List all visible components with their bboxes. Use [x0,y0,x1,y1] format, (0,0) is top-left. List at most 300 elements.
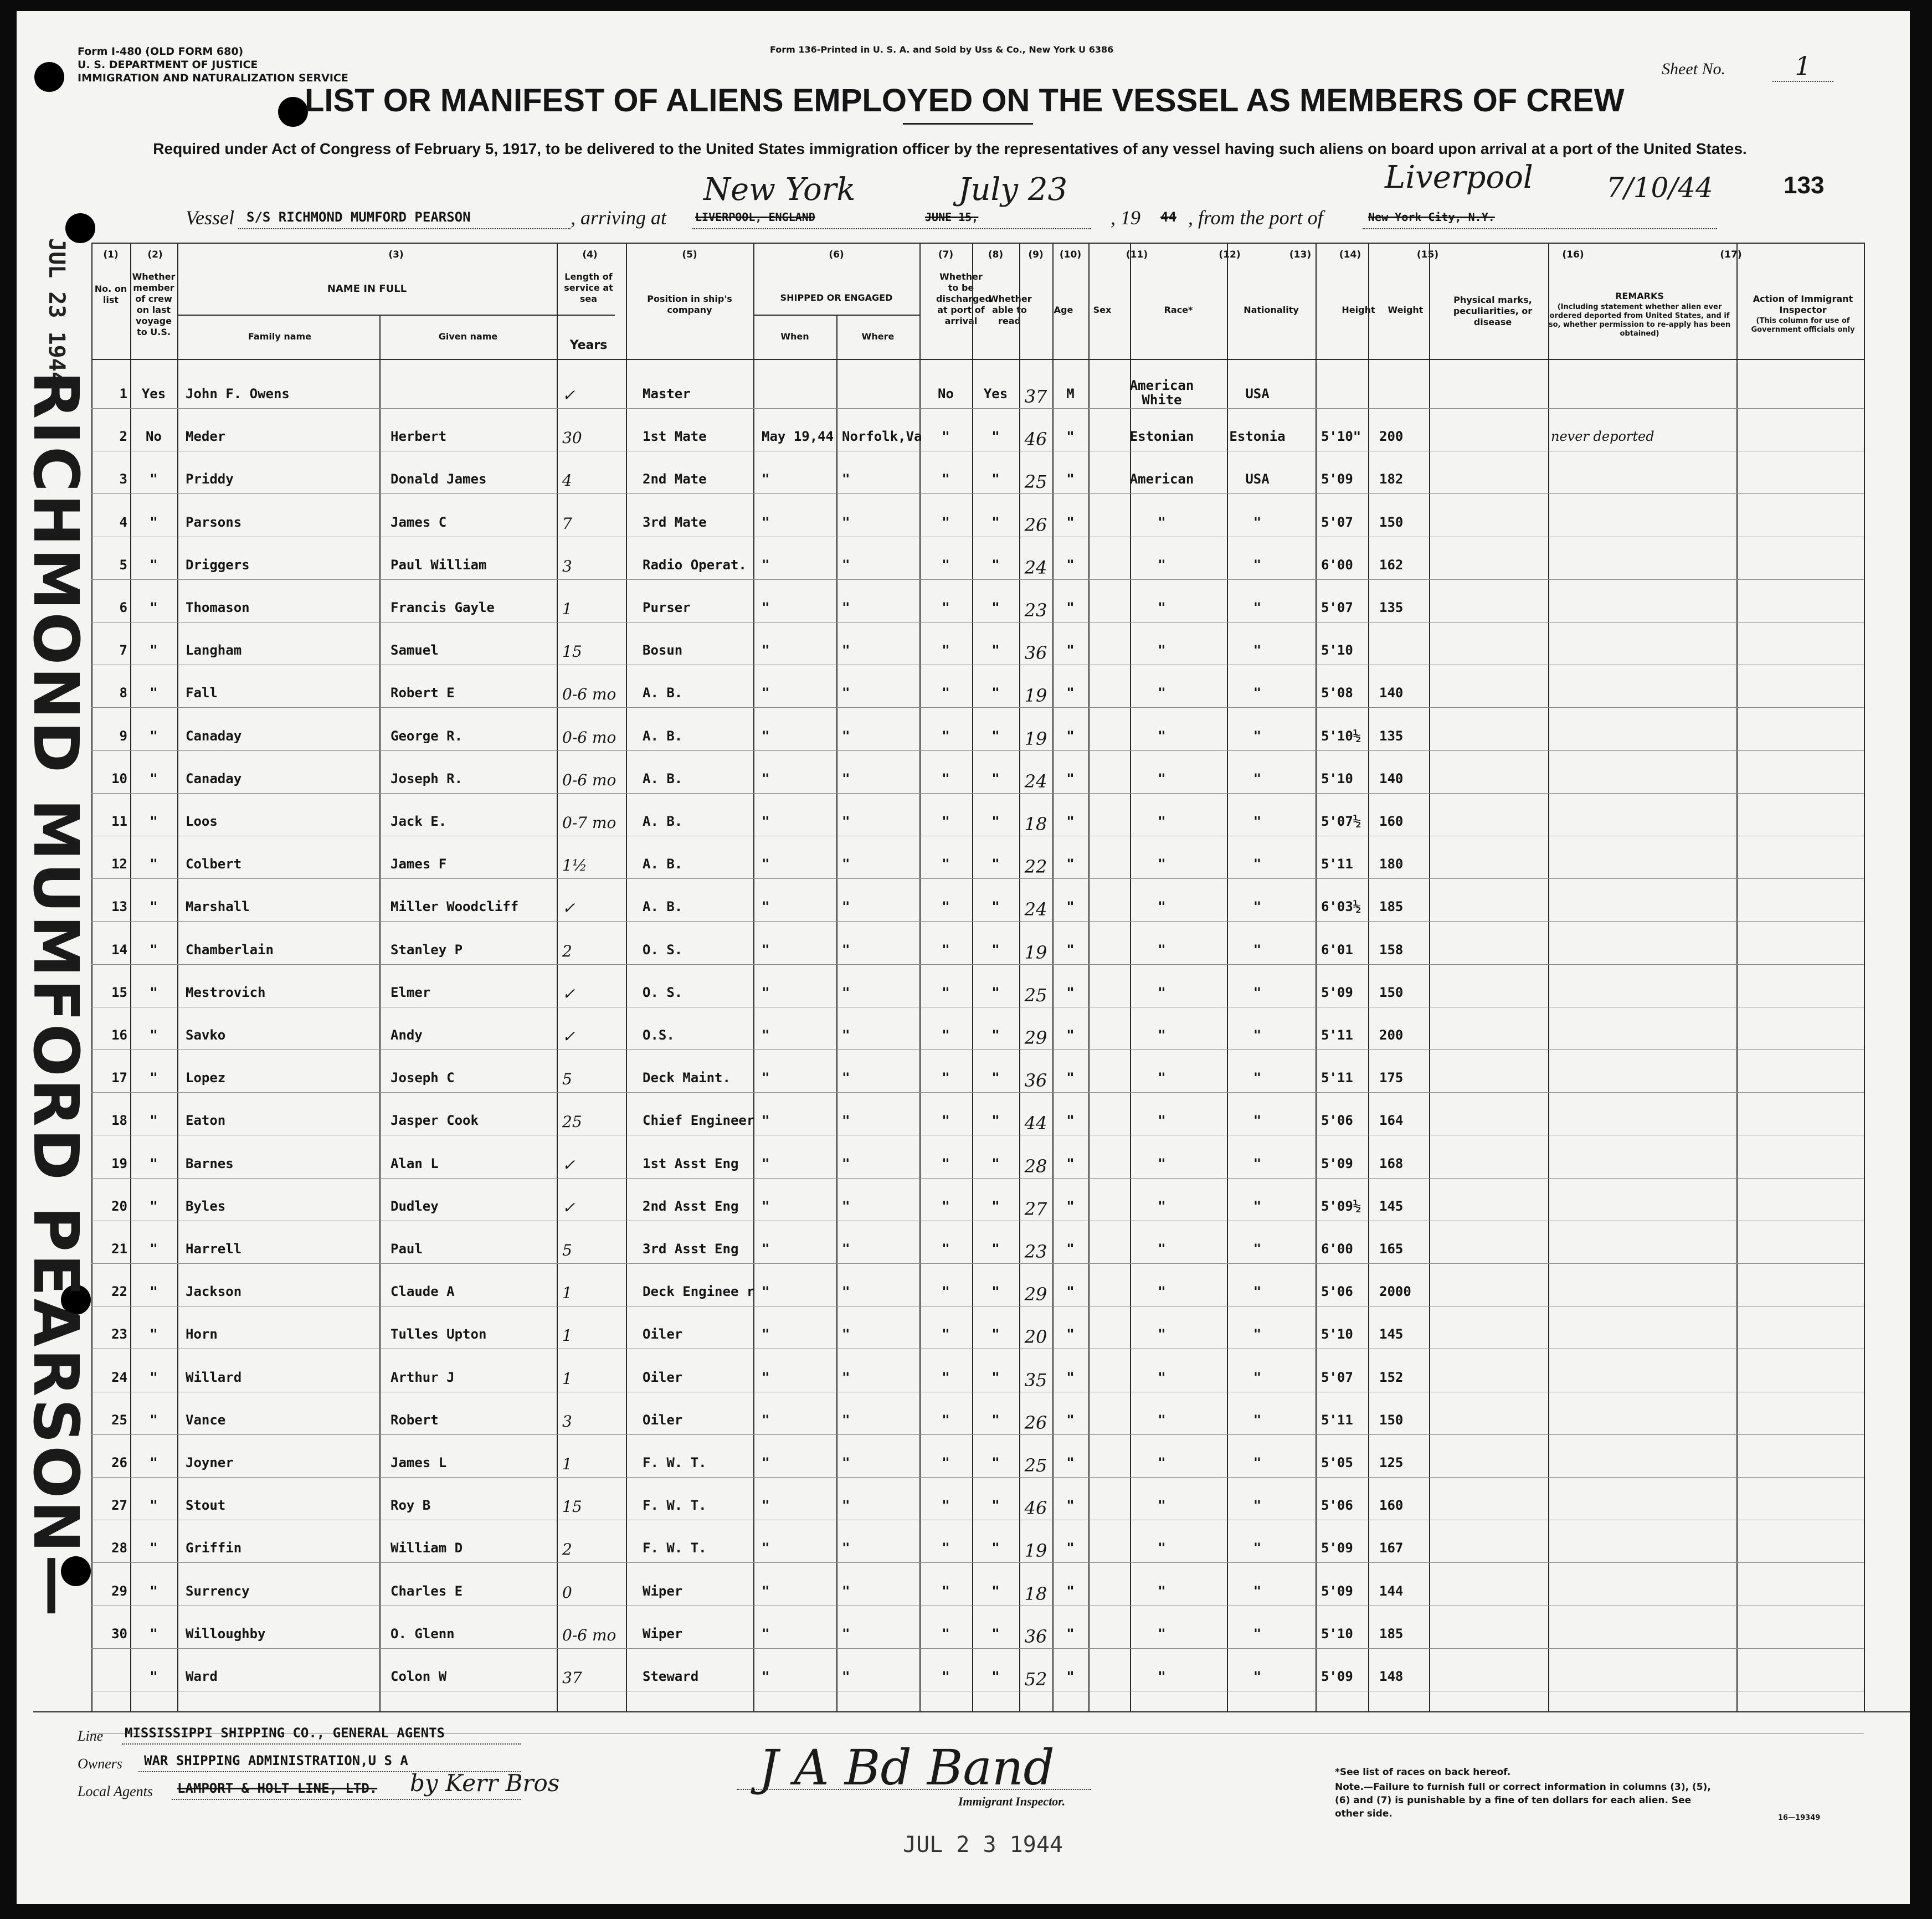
cell-position: A. B. [643,771,683,786]
column-line [919,243,921,1711]
cell-sex: " [1066,1326,1075,1342]
cell-family: Fall [186,685,218,701]
cell-when: " [762,557,770,573]
cell-service: ✓ [562,899,576,917]
cell-position: F. W. T. [643,1498,707,1513]
cell-member: " [150,471,158,487]
colnum-12: (12) [1219,249,1241,260]
cell-age: 23 [1024,600,1047,621]
cell-service: 5 [562,1241,572,1259]
year-suffix: 44 [1160,209,1176,225]
cell-remarks: never deported [1551,429,1654,444]
from-label: , from the port of [1188,207,1323,229]
cell-nationality: " [1253,1326,1262,1342]
cell-discharged: " [942,1540,950,1556]
cell-weight: 160 [1379,1498,1404,1513]
cell-member: " [150,1284,158,1299]
cell-sex: " [1066,1070,1075,1085]
cell-given: Andy [390,1027,423,1043]
cell-where: " [842,1070,850,1085]
cell-service: 0-7 mo [562,814,616,832]
cell-given: Donald James [390,471,487,487]
cell-no: 13 [111,899,127,914]
column-line [972,243,973,1711]
cell-when: " [762,1326,770,1342]
cell-where: " [842,600,850,615]
cell-sex: " [1066,856,1075,872]
cell-member: " [150,1070,158,1085]
column-line [1130,243,1131,1711]
cell-where: " [842,899,850,914]
cell-given: Arthur J [390,1370,455,1385]
form-id: Form I-480 (OLD FORM 680) [78,45,244,58]
cell-member: " [150,1027,158,1043]
date-handwritten: July 23 [958,172,1068,208]
cell-nationality: " [1253,728,1262,744]
cell-member: " [150,642,158,658]
cell-member: " [150,1113,158,1128]
cell-height: 5'07½ [1321,814,1361,829]
cell-service: 1 [562,1284,572,1302]
cell-member: " [150,728,158,744]
owners-label: Owners [78,1756,122,1772]
cell-no: 17 [111,1070,127,1085]
inspector-label: Immigrant Inspector. [958,1794,1066,1808]
name-subheader-rule [177,315,615,316]
cell-position: O. S. [643,985,683,1000]
cell-read: " [991,1027,1000,1043]
cell-discharged: " [942,600,950,615]
cell-no: 21 [111,1241,127,1257]
cell-read: " [991,814,1000,829]
cell-nationality: " [1253,856,1262,872]
cell-given: Claude A [390,1284,455,1299]
cell-race: " [1158,1070,1166,1085]
column-line [1052,243,1054,1711]
cell-service: 0-6 mo [562,728,616,747]
cell-read: " [991,1669,1000,1684]
hdr-action: Action of Immigrant Inspector [1753,294,1853,315]
cell-no: 6 [119,600,127,615]
cell-weight: 164 [1379,1113,1404,1128]
hdr-length-of-service: Length of service at sea [564,271,613,304]
cell-nationality: " [1253,1198,1262,1214]
cell-member: No [146,429,162,444]
cell-age: 18 [1024,1583,1047,1604]
cell-no: 29 [111,1583,127,1599]
cell-nationality: " [1253,771,1262,786]
cell-weight: 135 [1379,600,1404,615]
row-line [91,921,1864,922]
cell-position: 3rd Mate [643,515,707,530]
row-line [91,1648,1864,1649]
cell-when: " [762,1540,770,1556]
cell-when: " [762,985,770,1000]
cell-position: A. B. [643,814,683,829]
cell-no: 7 [119,642,127,658]
cell-service: 5 [562,1070,572,1088]
cell-when: " [762,899,770,914]
cell-age: 22 [1024,856,1047,877]
cell-member: " [150,685,158,701]
cell-height: 5'07 [1321,600,1353,615]
cell-race: American White [1129,378,1194,408]
cell-age: 25 [1024,1455,1047,1476]
cell-discharged: " [942,942,950,958]
cell-sex: " [1066,1027,1075,1043]
cell-height: 5'09 [1321,1156,1353,1171]
cell-sex: " [1066,1113,1075,1128]
cell-discharged: " [942,1669,950,1684]
cell-when: " [762,1583,770,1599]
cell-nationality: Estonia [1229,429,1286,444]
cell-height: 5'10 [1321,771,1353,786]
cell-when: " [762,1626,770,1642]
column-line [753,243,754,1711]
cell-nationality: " [1253,515,1262,530]
row-line [91,750,1864,751]
cell-read: " [991,515,1000,530]
punch-hole-2 [278,97,308,127]
cell-discharged: " [942,642,950,658]
cell-no: 19 [111,1156,127,1171]
cell-position: Purser [643,600,691,615]
cell-position: Wiper [643,1583,683,1599]
cell-read: " [991,1370,1000,1385]
owners-value: WAR SHIPPING ADMINISTRATION,U S A [144,1753,408,1768]
cell-height: 5'07 [1321,1370,1353,1385]
cell-family: Willard [186,1370,242,1385]
arriving-typed: LIVERPOOL, ENGLAND [695,210,815,224]
cell-discharged: " [942,515,950,530]
cell-read: " [991,557,1000,573]
cell-family: Ward [186,1669,218,1684]
column-line [1736,243,1738,1711]
handwritten-date-note: 7/10/44 [1606,172,1713,204]
cell-member: Yes [141,386,166,402]
cell-read: " [991,429,1000,444]
row-line [91,878,1864,879]
cell-when: " [762,1156,770,1171]
cell-read: " [991,856,1000,872]
row-line [91,1049,1864,1050]
cell-service: 1 [562,1326,572,1345]
cell-member: " [150,1412,158,1428]
cell-given: Paul William [390,557,487,573]
cell-family: Lopez [186,1070,226,1085]
cell-read: " [991,1498,1000,1513]
cell-read: " [991,985,1000,1000]
cell-family: Eaton [186,1113,226,1128]
cell-no: 28 [111,1540,127,1556]
cell-given: Roy B [390,1498,431,1513]
cell-no: 22 [111,1284,127,1299]
cell-where: " [842,1455,850,1470]
cell-race: " [1158,771,1166,786]
cell-member: " [150,1540,158,1556]
colnum-7: (7) [938,249,954,260]
cell-age: 24 [1024,771,1047,792]
cell-where: " [842,1326,850,1342]
cell-no: 30 [111,1626,127,1642]
cell-discharged: " [942,1156,950,1171]
from-typed: New York City, N.Y. [1368,210,1495,224]
title-underline [903,123,1033,125]
cell-position: Bosun [643,642,683,658]
cell-member: " [150,1669,158,1684]
cell-read: " [991,1113,1000,1128]
cell-position: Oiler [643,1370,683,1385]
cell-position: Radio Operat. [643,557,747,573]
vessel-underline [238,228,571,229]
cell-race: " [1158,685,1166,701]
cell-given: Jasper Cook [390,1113,479,1128]
cell-read: " [991,1156,1000,1171]
colnum-6: (6) [829,249,844,260]
cell-weight: 148 [1379,1669,1404,1684]
cell-position: F. W. T. [643,1540,707,1556]
header-bottom-rule [91,359,1864,360]
cell-sex: " [1066,515,1075,530]
row-line [91,408,1864,409]
cell-height: 5'10½ [1321,728,1361,744]
row-line [91,793,1864,794]
cell-age: 19 [1024,728,1047,749]
cell-height: 5'08 [1321,685,1353,701]
cell-no: 11 [111,814,127,829]
cell-no: 23 [111,1326,127,1342]
cell-where: " [842,942,850,958]
cell-position: 1st Asst Eng [643,1156,739,1171]
cell-family: Jackson [186,1284,242,1299]
cell-sex: " [1066,1669,1075,1684]
cell-race: " [1158,515,1166,530]
cell-when: " [762,600,770,615]
cell-height: 5'11 [1321,856,1353,872]
cell-height: 6'00 [1321,557,1353,573]
colnum-9: (9) [1028,249,1044,260]
cell-where: " [842,1498,850,1513]
cell-weight: 135 [1379,728,1404,744]
hdr-weight: Weight [1388,305,1424,315]
cell-age: 23 [1024,1241,1047,1262]
cell-nationality: " [1253,642,1262,658]
cell-where: " [842,1540,850,1556]
cell-member: " [150,899,158,914]
cell-member: " [150,1156,158,1171]
row-line [91,1178,1864,1179]
cell-weight: 140 [1379,771,1404,786]
cell-race: " [1158,985,1166,1000]
cell-age: 26 [1024,1412,1047,1433]
cell-when: " [762,1284,770,1299]
cell-nationality: " [1253,1455,1262,1470]
cell-where: " [842,1027,850,1043]
cell-given: Elmer [390,985,431,1000]
cell-discharged: " [942,1412,950,1428]
cell-no: 4 [119,515,127,530]
cell-discharged: " [942,1198,950,1214]
cell-member: " [150,1498,158,1513]
cell-age: 19 [1024,942,1047,963]
cell-nationality: " [1253,685,1262,701]
cell-member: " [150,1326,158,1342]
cell-sex: " [1066,814,1075,829]
cell-position: A. B. [643,728,683,744]
cell-service: 3 [562,1412,572,1431]
cell-family: Langham [186,642,242,658]
cell-family: Loos [186,814,218,829]
cell-given: Robert E [390,685,455,701]
cell-position: Deck Enginee r [643,1284,755,1299]
cell-family: Savko [186,1027,226,1043]
cell-race: " [1158,1455,1166,1470]
manifest-sheet [17,11,1910,1904]
cell-height: 5'09 [1321,1540,1353,1556]
cell-height: 6'01 [1321,942,1353,958]
cell-height: 5'09½ [1321,1198,1361,1214]
cell-service: 7 [562,515,572,533]
cell-nationality: " [1253,1241,1262,1257]
cell-race: " [1158,642,1166,658]
cell-nationality: " [1253,557,1262,573]
column-line [130,243,131,1711]
cell-member: " [150,1583,158,1599]
cell-discharged: " [942,1241,950,1257]
cell-weight: 145 [1379,1326,1404,1342]
cell-discharged: " [942,1498,950,1513]
cell-position: O. S. [643,942,683,958]
cell-service: 4 [562,471,572,490]
hdr-height: Height [1342,305,1375,315]
cell-height: 6'00 [1321,1241,1353,1257]
colnum-15: (15) [1416,249,1439,260]
cell-given: O. Glenn [390,1626,455,1642]
cell-position: A. B. [643,856,683,872]
cell-when: " [762,1070,770,1085]
column-line [836,315,837,1711]
cell-race: " [1158,1498,1166,1513]
cell-discharged: " [942,899,950,914]
cell-given: Joseph C [390,1070,455,1085]
cell-nationality: " [1253,1284,1262,1299]
cell-family: Byles [186,1198,226,1214]
cell-weight: 200 [1379,1027,1404,1043]
cell-age: 36 [1024,1626,1047,1647]
cell-given: Charles E [390,1583,463,1599]
cell-discharged: " [942,1370,950,1385]
cell-when: " [762,814,770,829]
punch-hole-1 [34,62,64,92]
cell-read: Yes [983,386,1008,402]
cell-no: 12 [111,856,127,872]
cell-race: " [1158,1156,1166,1171]
cell-height: 5'09 [1321,1583,1353,1599]
cell-member: " [150,1198,158,1214]
cell-family: Stout [186,1498,226,1513]
cell-position: 1st Mate [643,429,707,444]
year-prefix: , 19 [1111,207,1140,229]
date-typed: JUNE 15, [925,210,979,224]
cell-age: 36 [1024,1070,1047,1091]
cell-when: " [762,1370,770,1385]
cell-position: A. B. [643,685,683,701]
row-line [91,1263,1864,1264]
cell-position: O.S. [643,1027,675,1043]
hdr-age: Age [1054,305,1073,315]
cell-no: 26 [111,1455,127,1470]
cell-service: 1 [562,1370,572,1388]
cell-where: " [842,1626,850,1642]
note-penalty: Note.—Failure to furnish full or correct information in columns (3), (5), (6) and (7) is punishable by a fine of ten dollars for each alien. See other side. [1335,1782,1711,1819]
hdr-when: When [780,331,809,342]
cell-nationality: " [1253,600,1262,615]
cell-given: Samuel [390,642,439,658]
cell-weight: 200 [1379,429,1404,444]
cell-given: Stanley P [390,942,463,958]
cell-where: " [842,1113,850,1128]
cell-member: " [150,1370,158,1385]
cell-discharged: " [942,728,950,744]
cell-age: 20 [1024,1326,1047,1347]
cell-family: Thomason [186,600,250,615]
cell-where: " [842,771,850,786]
cell-read: " [991,471,1000,487]
cell-position: F. W. T. [643,1455,707,1470]
cell-race: " [1158,942,1166,958]
cell-service: 1 [562,600,572,618]
cell-when: " [762,471,770,487]
cell-height: 5'05 [1321,1455,1353,1470]
cell-when: " [762,942,770,958]
signature-line [737,1789,1091,1790]
cell-race: " [1158,1540,1166,1556]
sheet-label: Sheet No. [1662,60,1725,78]
cell-age: 27 [1024,1198,1047,1220]
cell-sex: " [1066,899,1075,914]
column-line [1227,243,1228,1711]
table-bottom-rule [33,1711,1910,1712]
side-vessel-name-handwritten: RICHMOND MUMFORD PEARSON— [19,371,91,1619]
cell-discharged: " [942,856,950,872]
cell-position: Oiler [643,1412,683,1428]
cell-nationality: " [1253,1583,1262,1599]
cell-race: " [1158,1669,1166,1684]
cell-nationality: " [1253,1669,1262,1684]
cell-service: ✓ [562,386,576,404]
cell-read: " [991,1583,1000,1599]
cell-race: " [1158,728,1166,744]
cell-discharged: " [942,1583,950,1599]
cell-given: James L [390,1455,447,1470]
column-line [557,243,558,1711]
cell-race: " [1158,814,1166,829]
cell-service: 2 [562,942,572,960]
cell-age: 52 [1024,1669,1047,1690]
cell-discharged: " [942,1284,950,1299]
cell-service: 0-6 mo [562,771,616,789]
service-line: IMMIGRATION AND NATURALIZATION SERVICE [78,72,348,84]
cell-family: Barnes [186,1156,234,1171]
arriving-label: , arriving at [571,207,667,229]
cell-given: Jack E. [390,814,447,829]
requirement-text: Required under Act of Congress of February 5, 1917, to be delivered to the United States immigration officer by the representatives of any vessel having such aliens on board upon arrival at a port of the United States. [153,140,1747,157]
cell-family: Griffin [186,1540,242,1556]
cell-where: " [842,1156,850,1171]
cell-age: 28 [1024,1156,1047,1177]
cell-nationality: " [1253,942,1262,958]
hdr-physical-marks: Physical marks, peculiarities, or disease [1453,295,1533,327]
